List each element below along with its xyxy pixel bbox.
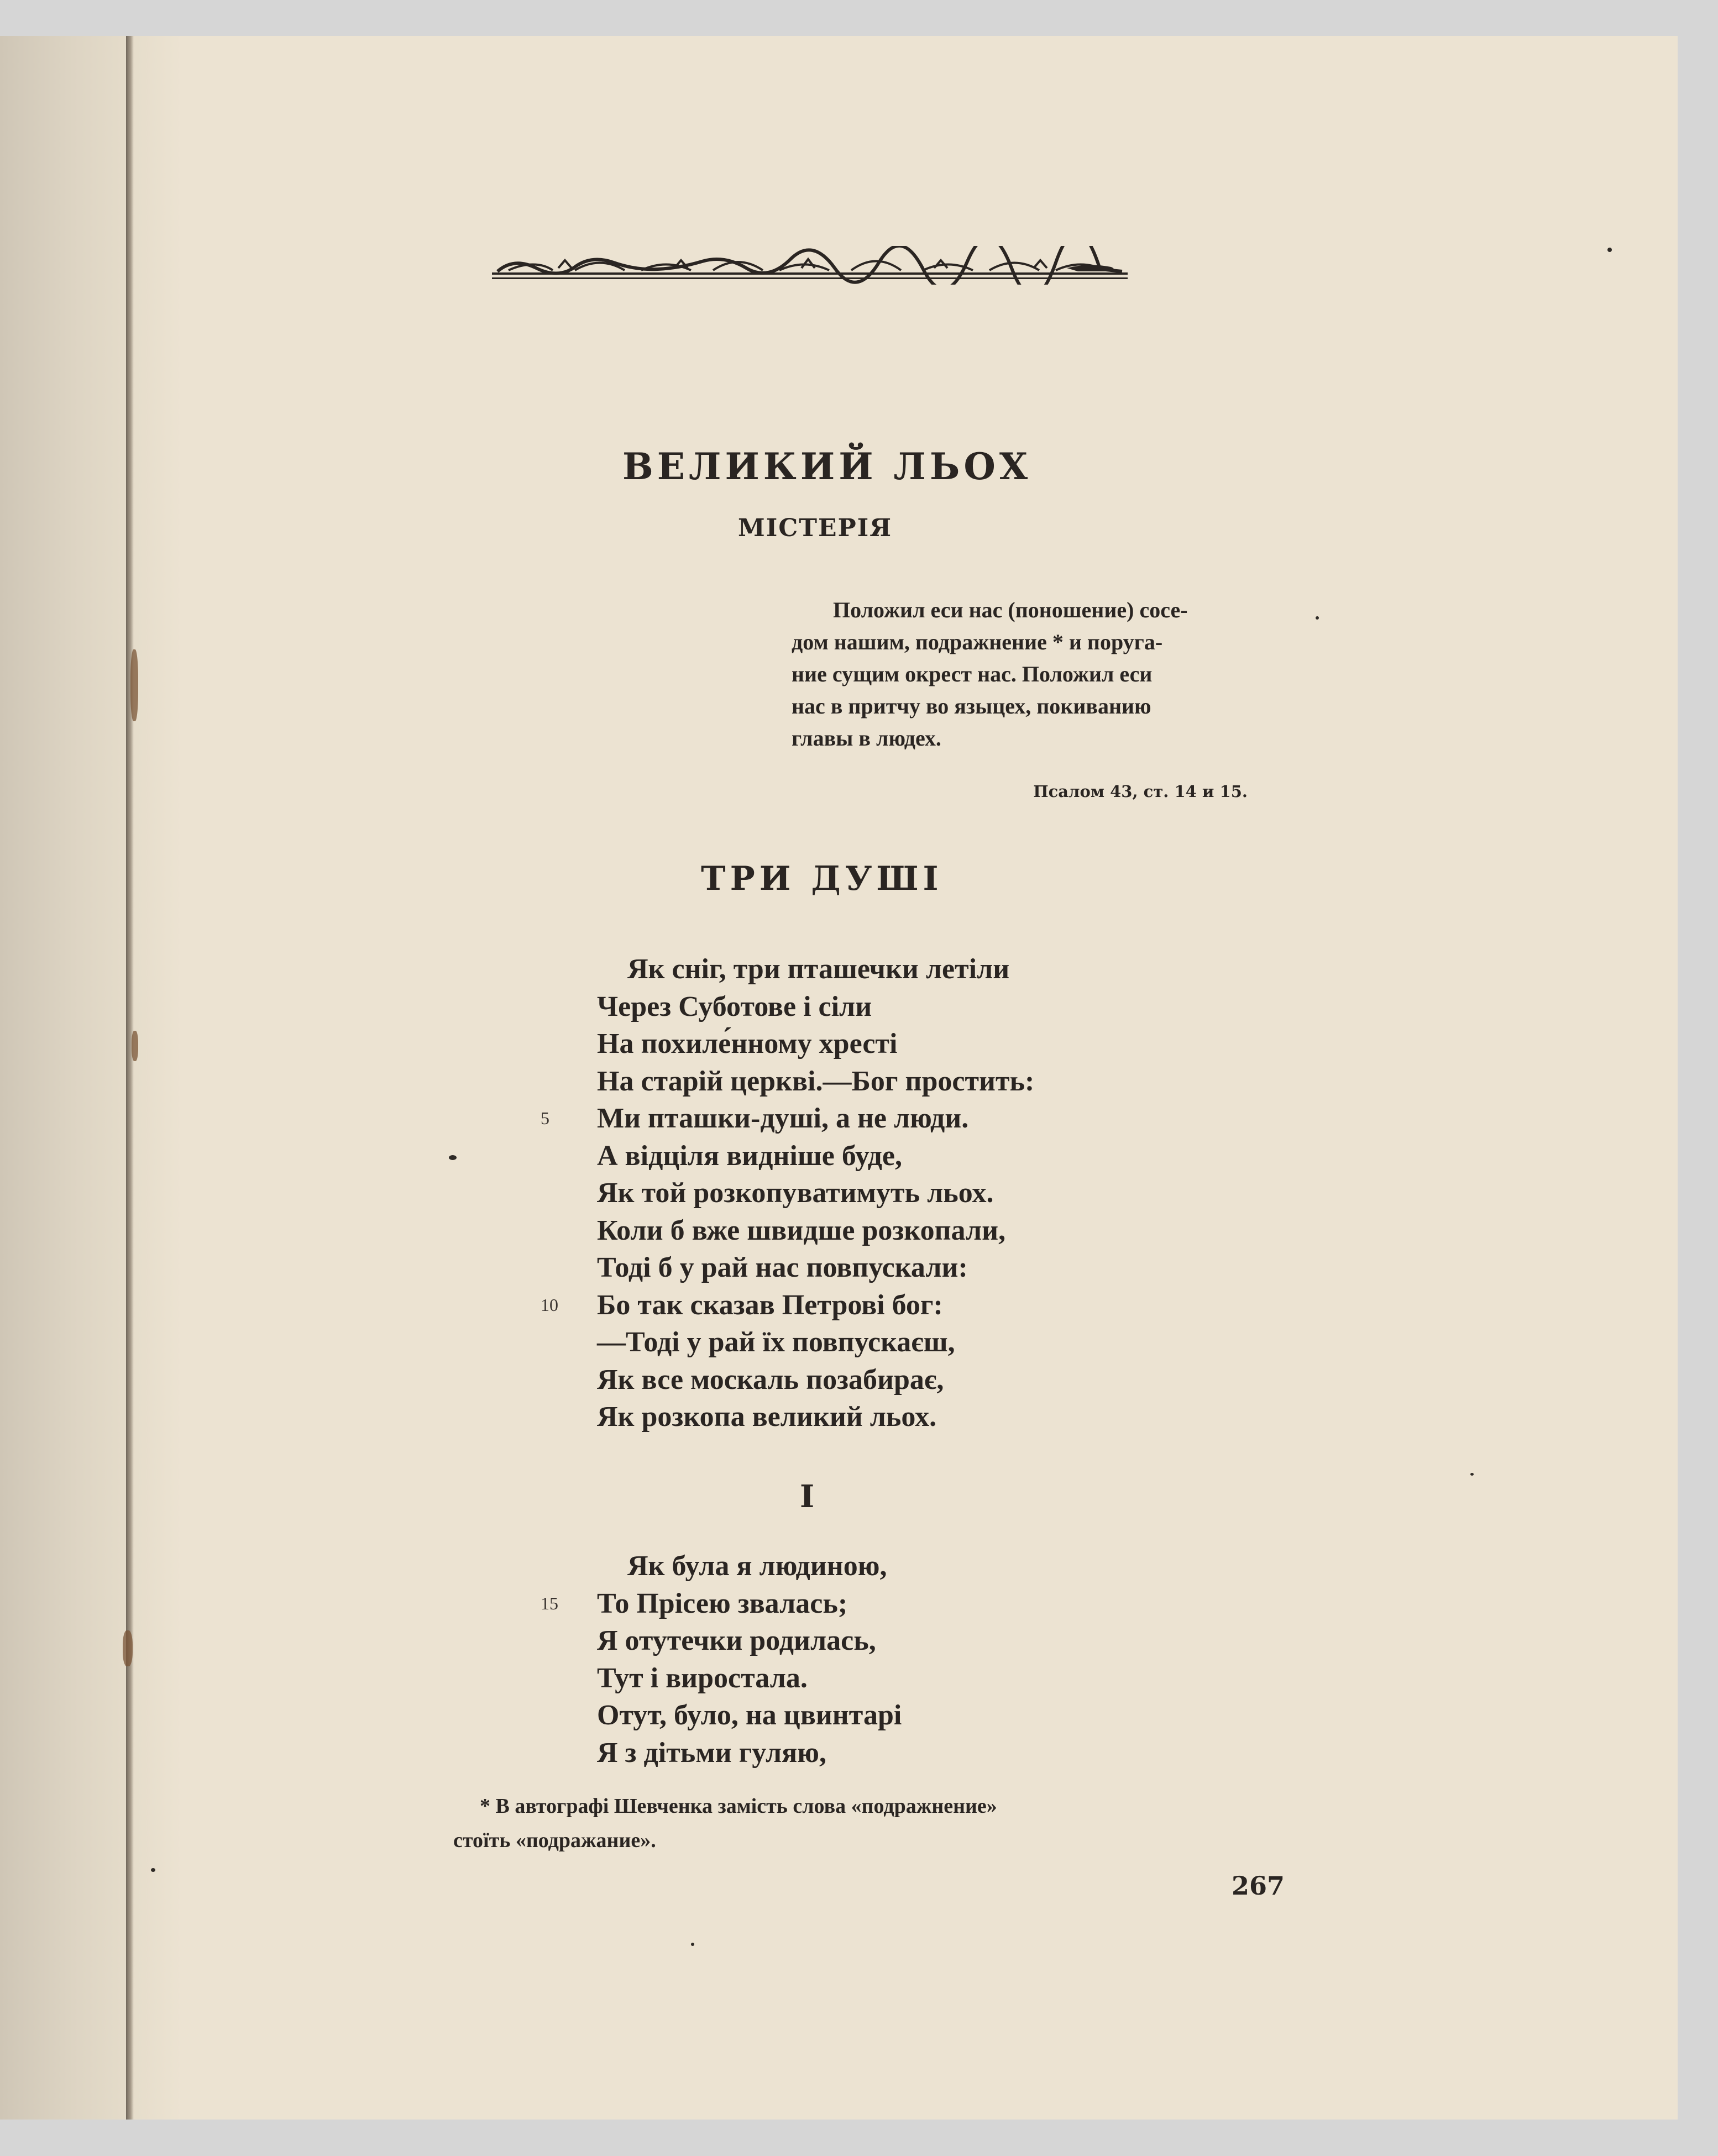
page-number: 267 bbox=[1232, 1871, 1285, 1901]
poem-line: А відціля видніше буде, bbox=[597, 1140, 902, 1172]
epigraph-line: ние сущим окрест нас. Положил еси bbox=[792, 662, 1153, 686]
paper-speck bbox=[449, 1155, 457, 1160]
epigraph-line: нас в притчу во языцех, покиванию bbox=[792, 694, 1151, 718]
poem-line: Через Суботове і сіли bbox=[597, 990, 872, 1022]
paper-speck bbox=[691, 1943, 694, 1946]
poem-line: Я з дітьми гуляю, bbox=[597, 1737, 826, 1769]
poem-line: Як була я людиною, bbox=[627, 1550, 887, 1582]
line-number: 15 bbox=[541, 1593, 558, 1613]
poem-line: Отут, було, на цвинтарі bbox=[597, 1699, 902, 1731]
ornamental-header-band bbox=[492, 246, 1128, 285]
epigraph-line: главы в людех. bbox=[792, 726, 941, 751]
paper-speck bbox=[1607, 248, 1612, 252]
section-title: ТРИ ДУШІ bbox=[701, 859, 943, 898]
epigraph bbox=[792, 594, 1248, 754]
poem-line: Як сніг, три пташечки летіли bbox=[627, 953, 1010, 985]
epigraph-source: Псалом 43, ст. 14 и 15. bbox=[1033, 782, 1248, 801]
paper-speck bbox=[151, 1868, 155, 1872]
poem-line: Як той розкопуватимуть льох. bbox=[597, 1177, 994, 1209]
paper-speck bbox=[1470, 1473, 1474, 1476]
work-title: ВЕЛИКИЙ ЛЬОХ bbox=[622, 445, 1032, 488]
poem-line: 10 Бо так сказав Петрові бог: bbox=[597, 1287, 1150, 1324]
epigraph-line: Положил еси нас (поношение) сосе- bbox=[833, 597, 1188, 622]
gutter-shadow bbox=[0, 36, 182, 2120]
poem-line: Як все москаль позабирає, bbox=[597, 1363, 944, 1396]
poem-line: 5 Ми пташки-душі, а не люди. bbox=[597, 1100, 1150, 1137]
paper-stain bbox=[130, 649, 138, 721]
book-page bbox=[0, 36, 1678, 2120]
paper-stain bbox=[123, 1630, 133, 1666]
poem-intro bbox=[541, 951, 1150, 1436]
poem-line: 15 То Прісею звалась; bbox=[597, 1585, 1150, 1623]
part-number: I bbox=[800, 1478, 815, 1515]
paper-speck bbox=[1316, 616, 1319, 620]
poem-line: —Тоді у рай їх повпускаєш, bbox=[597, 1326, 955, 1358]
poem-part-1 bbox=[541, 1548, 1150, 1771]
paper-stain bbox=[132, 1031, 138, 1061]
footnote bbox=[453, 1789, 1177, 1858]
poem-line: На старій церкві.—Бог простить: bbox=[597, 1065, 1035, 1097]
epigraph-line: дом нашим, подражнение * и поруга- bbox=[792, 630, 1163, 654]
footnote-line: * В автографі Шевченка замість слова «подражнение» bbox=[480, 1795, 997, 1818]
poem-line: Я отутечки родилась, bbox=[597, 1625, 876, 1656]
poem-line: Тут і виростала. bbox=[597, 1662, 808, 1694]
book-spine-edge bbox=[126, 36, 134, 2120]
footnote-line: стоїть «подражание». bbox=[453, 1829, 656, 1852]
poem-line: Тоді б у рай нас повпускали: bbox=[597, 1252, 968, 1283]
poem-line: Коли б вже швидше розкопали, bbox=[597, 1214, 1006, 1246]
work-subtitle: МІСТЕРІЯ bbox=[738, 514, 893, 542]
poem-line: Як розкопа великий льох. bbox=[597, 1401, 937, 1433]
poem-line: На похиле́нному хресті bbox=[597, 1028, 898, 1059]
line-number: 5 bbox=[541, 1108, 549, 1128]
line-number: 10 bbox=[541, 1294, 558, 1315]
